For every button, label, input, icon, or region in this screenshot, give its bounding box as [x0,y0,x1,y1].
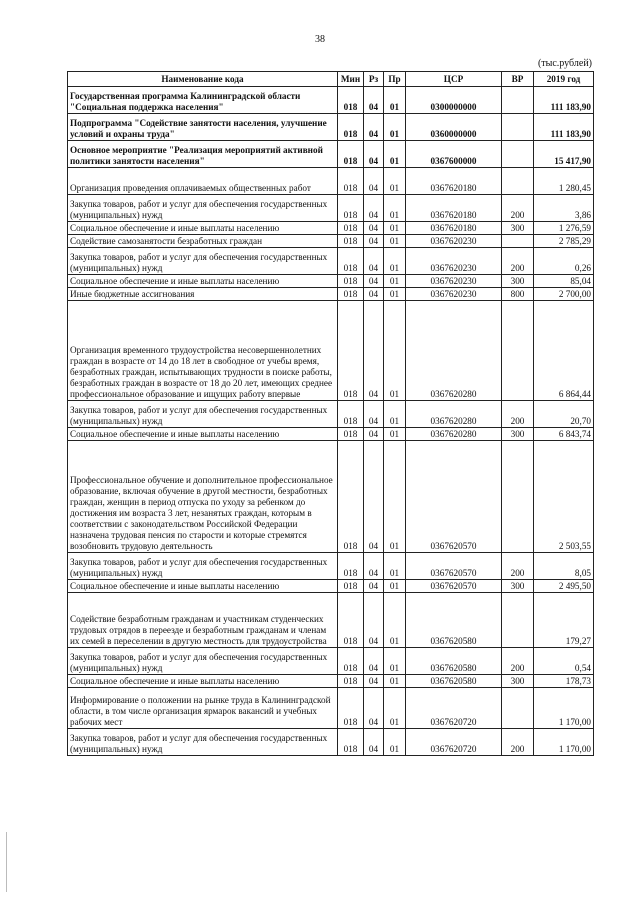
cell-csr: 0367620230 [406,275,502,288]
cell-rz: 04 [364,222,384,235]
cell-name: Закупка товаров, работ и услуг для обеспечения государственных (муниципальных) нужд [68,729,338,756]
cell-rz: 04 [364,141,384,168]
cell-vr: 300 [502,222,534,235]
cell-csr: 0367620180 [406,168,502,195]
table-row [68,235,594,248]
cell-vr [502,593,534,648]
cell-pr: 01 [384,580,406,593]
cell-pr: 01 [384,288,406,301]
cell-name: Содействие безработным гражданам и участникам студенческих трудовых отрядов в переезде и безработным гражданам и членам их семей в переселении в другую местность для трудоустройства [68,593,338,648]
cell-min: 018 [338,580,364,593]
cell-rz: 04 [364,729,384,756]
cell-sum: 1 280,45 [534,168,594,195]
cell-rz: 04 [364,401,384,428]
table-row [68,553,594,580]
table-row [68,648,594,675]
table-row [68,729,594,756]
cell-pr: 01 [384,688,406,729]
unit-label: (тыс.рублей) [537,58,592,69]
cell-vr: 300 [502,675,534,688]
cell-rz: 04 [364,428,384,441]
cell-name: Государственная программа Калининградской области "Социальная поддержка населения" [68,87,338,114]
cell-min: 018 [338,428,364,441]
cell-min: 018 [338,441,364,553]
table-row [68,580,594,593]
cell-csr: 0367620720 [406,688,502,729]
cell-pr: 01 [384,195,406,222]
cell-vr: 300 [502,275,534,288]
cell-csr: 0367620570 [406,553,502,580]
cell-name: Профессиональное обучение и дополнительное профессиональное образование, включая обучение в другой местности, безработных граждан, женщин в период отпуска по уходу за ребенком до достижения им возраста 3 лет, незанятых граждан, которым в соответствии с законодательством Российской Федерации назначена трудовая пенсия по старости и которые стремятся возобновить трудовую деятельность [68,441,338,553]
table-header-row [68,72,594,87]
cell-vr: 300 [502,428,534,441]
cell-pr: 01 [384,168,406,195]
cell-csr: 0300000000 [406,87,502,114]
cell-vr: 200 [502,195,534,222]
cell-csr: 0367620580 [406,648,502,675]
cell-min: 018 [338,553,364,580]
header-rz: Рз [364,72,384,87]
cell-vr: 800 [502,288,534,301]
cell-min: 018 [338,593,364,648]
cell-min: 018 [338,729,364,756]
cell-csr: 0367620180 [406,222,502,235]
cell-min: 018 [338,235,364,248]
header-pr: Пр [384,72,406,87]
cell-sum: 20,70 [534,401,594,428]
cell-pr: 01 [384,222,406,235]
table-row [68,114,594,141]
cell-name: Социальное обеспечение и иные выплаты населению [68,222,338,235]
cell-name: Закупка товаров, работ и услуг для обеспечения государственных (муниципальных) нужд [68,195,338,222]
cell-sum: 2 700,00 [534,288,594,301]
cell-rz: 04 [364,580,384,593]
cell-csr: 0367620180 [406,195,502,222]
cell-sum: 0,54 [534,648,594,675]
table-row [68,401,594,428]
cell-csr: 0367620570 [406,580,502,593]
budget-table [67,71,594,756]
cell-vr: 300 [502,580,534,593]
cell-name: Закупка товаров, работ и услуг для обеспечения государственных (муниципальных) нужд [68,553,338,580]
cell-sum: 8,05 [534,553,594,580]
cell-vr [502,114,534,141]
page-number: 38 [315,34,325,45]
cell-pr: 01 [384,275,406,288]
table-row [68,593,594,648]
cell-min: 018 [338,275,364,288]
cell-sum: 1 170,00 [534,688,594,729]
scan-edge-mark [6,832,7,892]
header-year: 2019 год [534,72,594,87]
cell-vr [502,441,534,553]
cell-rz: 04 [364,441,384,553]
cell-csr: 0367620280 [406,428,502,441]
cell-name: Закупка товаров, работ и услуг для обеспечения государственных (муниципальных) нужд [68,248,338,275]
cell-name: Закупка товаров, работ и услуг для обеспечения государственных (муниципальных) нужд [68,648,338,675]
cell-sum: 1 170,00 [534,729,594,756]
cell-csr: 0367620720 [406,729,502,756]
cell-min: 018 [338,114,364,141]
cell-pr: 01 [384,428,406,441]
table-row [68,301,594,401]
cell-vr [502,141,534,168]
cell-name: Информирование о положении на рынке труда в Калининградской области, в том числе организация ярмарок вакансий и учебных рабочих мест [68,688,338,729]
cell-sum: 15 417,90 [534,141,594,168]
cell-pr: 01 [384,553,406,580]
cell-vr [502,168,534,195]
table-row [68,168,594,195]
cell-sum: 111 183,90 [534,114,594,141]
cell-min: 018 [338,168,364,195]
cell-rz: 04 [364,195,384,222]
cell-min: 018 [338,195,364,222]
header-csr: ЦСР [406,72,502,87]
cell-csr: 0367620230 [406,288,502,301]
cell-pr: 01 [384,401,406,428]
cell-sum: 179,27 [534,593,594,648]
cell-pr: 01 [384,675,406,688]
table-row [68,428,594,441]
cell-sum: 2 495,50 [534,580,594,593]
cell-name: Подпрограмма "Содействие занятости населения, улучшение условий и охраны труда" [68,114,338,141]
cell-rz: 04 [364,688,384,729]
cell-vr [502,87,534,114]
cell-min: 018 [338,288,364,301]
cell-pr: 01 [384,441,406,553]
cell-min: 018 [338,141,364,168]
cell-pr: 01 [384,87,406,114]
cell-min: 018 [338,648,364,675]
cell-name: Содействие самозанятости безработных граждан [68,235,338,248]
cell-csr: 0367620230 [406,235,502,248]
table-row [68,275,594,288]
cell-rz: 04 [364,114,384,141]
cell-sum: 85,04 [534,275,594,288]
cell-vr: 200 [502,729,534,756]
cell-min: 018 [338,688,364,729]
table-body [68,87,594,756]
cell-rz: 04 [364,648,384,675]
cell-pr: 01 [384,301,406,401]
cell-vr [502,688,534,729]
table-row [68,141,594,168]
cell-vr [502,235,534,248]
cell-pr: 01 [384,248,406,275]
cell-min: 018 [338,248,364,275]
cell-min: 018 [338,87,364,114]
cell-min: 018 [338,301,364,401]
cell-rz: 04 [364,87,384,114]
cell-min: 018 [338,675,364,688]
cell-csr: 0367620280 [406,301,502,401]
cell-min: 018 [338,401,364,428]
cell-name: Основное мероприятие "Реализация мероприятий активной политики занятости населения" [68,141,338,168]
table-row [68,675,594,688]
cell-csr: 0367620280 [406,401,502,428]
cell-csr: 0367620580 [406,593,502,648]
cell-vr: 200 [502,553,534,580]
cell-csr: 0367620230 [406,248,502,275]
header-name: Наименование кода [68,72,338,87]
table-row [68,688,594,729]
cell-csr: 0367620570 [406,441,502,553]
cell-csr: 0367620580 [406,675,502,688]
table-row [68,441,594,553]
table-row [68,288,594,301]
cell-rz: 04 [364,248,384,275]
cell-rz: 04 [364,593,384,648]
cell-vr: 200 [502,401,534,428]
cell-pr: 01 [384,114,406,141]
cell-sum: 1 276,59 [534,222,594,235]
cell-name: Социальное обеспечение и иные выплаты населению [68,428,338,441]
cell-name: Социальное обеспечение и иные выплаты населению [68,580,338,593]
table-row [68,87,594,114]
cell-sum: 6 864,44 [534,301,594,401]
table-row [68,195,594,222]
cell-sum: 2 785,29 [534,235,594,248]
cell-rz: 04 [364,288,384,301]
cell-name: Закупка товаров, работ и услуг для обеспечения государственных (муниципальных) нужд [68,401,338,428]
cell-name: Организация временного трудоустройства несовершеннолетних граждан в возрасте от 14 до 18 лет в свободное от учебы время, безработных граждан, испытывающих трудности в поиске работы, безработных граждан в возрасте от 18 до 20 лет, имеющих среднее профессиональное образование и ищущих работу впервые [68,301,338,401]
header-min: Мин [338,72,364,87]
cell-rz: 04 [364,553,384,580]
cell-name: Социальное обеспечение и иные выплаты населению [68,675,338,688]
cell-sum: 2 503,55 [534,441,594,553]
cell-sum: 178,73 [534,675,594,688]
cell-rz: 04 [364,675,384,688]
cell-min: 018 [338,222,364,235]
cell-name: Иные бюджетные ассигнования [68,288,338,301]
cell-sum: 3,86 [534,195,594,222]
cell-rz: 04 [364,301,384,401]
cell-sum: 0,26 [534,248,594,275]
cell-pr: 01 [384,593,406,648]
header-vr: ВР [502,72,534,87]
cell-vr: 200 [502,648,534,675]
cell-sum: 6 843,74 [534,428,594,441]
cell-pr: 01 [384,729,406,756]
cell-sum: 111 183,90 [534,87,594,114]
cell-rz: 04 [364,275,384,288]
cell-rz: 04 [364,168,384,195]
table-row [68,222,594,235]
cell-pr: 01 [384,648,406,675]
cell-rz: 04 [364,235,384,248]
cell-csr: 0367600000 [406,141,502,168]
cell-name: Организация проведения оплачиваемых общественных работ [68,168,338,195]
cell-vr: 200 [502,248,534,275]
cell-vr [502,301,534,401]
cell-csr: 0360000000 [406,114,502,141]
cell-pr: 01 [384,235,406,248]
table-row [68,248,594,275]
cell-name: Социальное обеспечение и иные выплаты населению [68,275,338,288]
cell-pr: 01 [384,141,406,168]
